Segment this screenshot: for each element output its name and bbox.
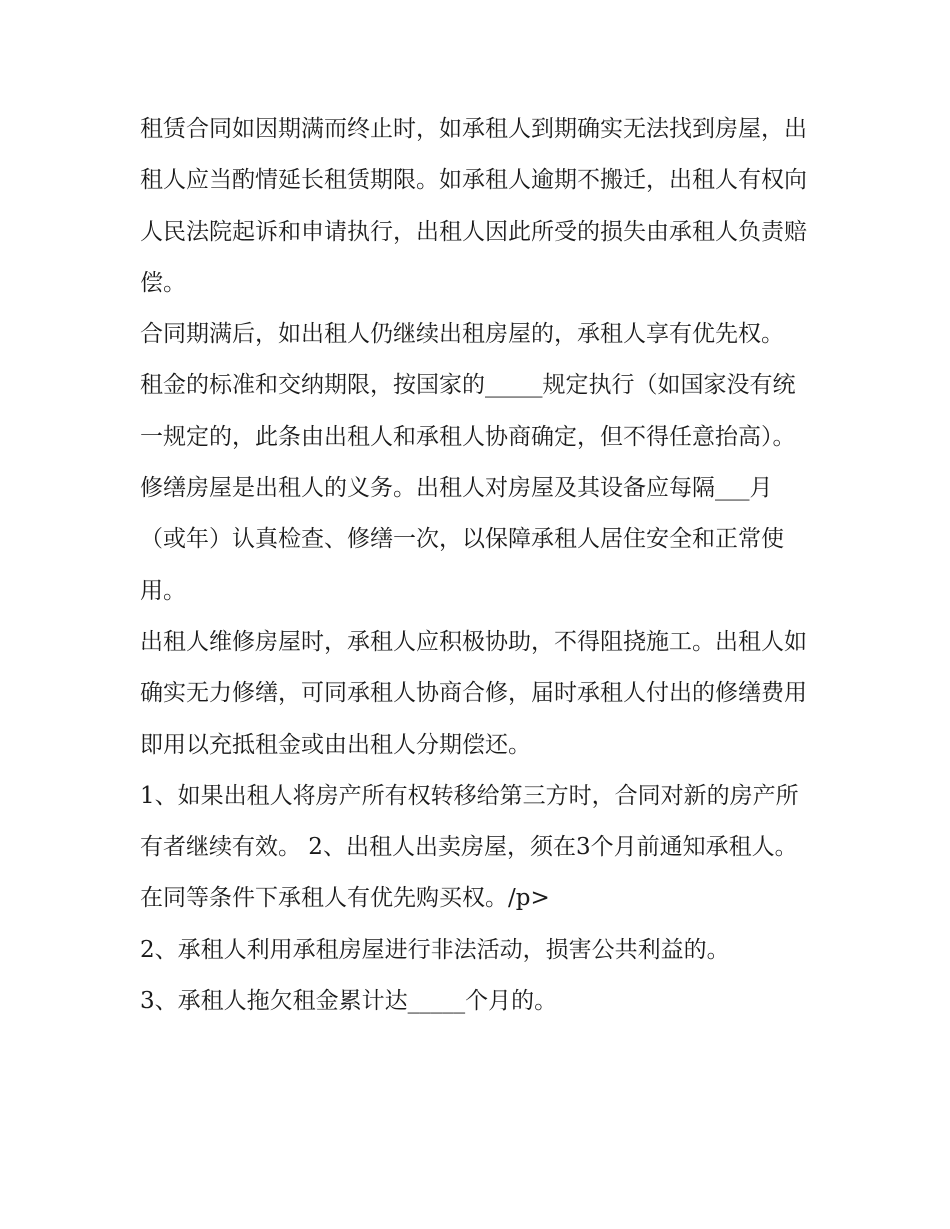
paragraph-lease-termination: 租赁合同如因期满而终止时，如承租人到期确实无法找到房屋，出租人应当酌情延长租赁期限。如承租人逾期不搬迁，出租人有权向人民法院起诉和申请执行，出租人因此所受的损失由承租人负责赔偿。 <box>140 116 807 296</box>
paragraph-rent-standard: 租金的标准和交纳期限，按国家的_____规定执行（如国家没有统一规定的，此条由出租人和承租人协商确定，但不得任意抬高）。 <box>140 372 796 450</box>
paragraph-rent-arrears: 3、承租人拖欠租金累计达_____个月的。 <box>140 988 558 1015</box>
paragraph-priority-renewal: 合同期满后，如出租人仍继续出租房屋的，承租人享有优先权。 <box>140 321 784 348</box>
paragraph-repair-cooperation: 出租人维修房屋时，承租人应积极协助，不得阻挠施工。出租人如确实无力修缮，可同承租人协商合修，届时承租人付出的修缮费用即用以充抵租金或由出租人分期偿还。 <box>140 628 807 758</box>
paragraph-illegal-activity: 2、承租人利用承租房屋进行非法活动，损害公共利益的。 <box>140 936 730 963</box>
paragraph-repair-duty: 修缮房屋是出租人的义务。出租人对房屋及其设备应每隔___月（或年）认真检查、修缮一次，以保障承租人居住安全和正常使用。 <box>140 475 784 604</box>
paragraph-ownership-transfer: 1、如果出租人将房产所有权转移给第三方时，合同对新的房产所有者继续有效。 2、出租人出卖房屋，须在3个月前通知承租人。在同等条件下承租人有优先购买权。/p> <box>140 782 799 912</box>
document-body <box>140 104 816 1027</box>
